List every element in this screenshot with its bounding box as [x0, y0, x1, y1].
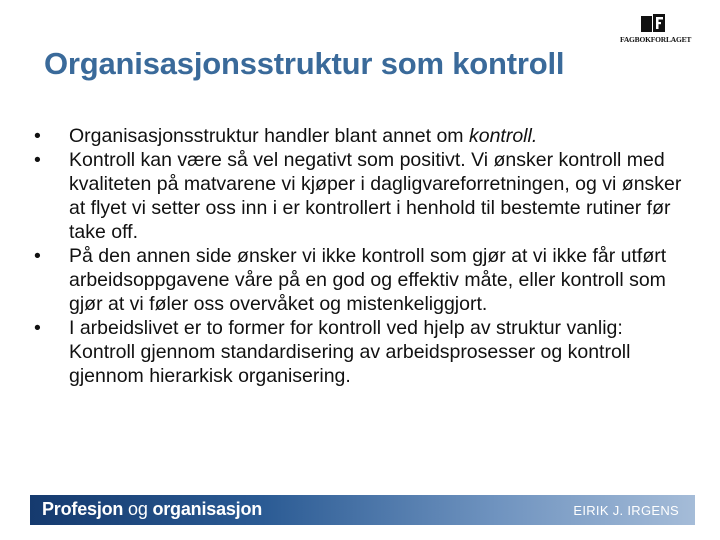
publisher-name: FAGBOKFORLAGET	[620, 35, 692, 44]
course-title-part: Profesjon	[42, 499, 124, 519]
bullet-text: I arbeidslivet er to former for kontroll ved hjelp av struktur vanlig: Kontroll gjennom standardisering av arbeidsprosesser og kontroll gjennom hierarkisk organisering.	[69, 317, 631, 387]
publisher-logo	[620, 14, 692, 48]
bullet-item	[30, 148, 690, 244]
author-name: EIRIK J. IRGENS	[573, 503, 679, 518]
course-title-connector: og	[123, 499, 153, 519]
bullet-list	[30, 124, 690, 388]
bullet-item	[30, 316, 690, 388]
bullet-text: Kontroll kan være så vel negativt som positivt. Vi ønsker kontroll med kvaliteten på matvarene vi kjøper i dagligvareforretningen, og vi ønsker at flyet vi setter oss inn i er kontrollert i henhold til bestemte rutiner før take off.	[69, 149, 682, 243]
bullet-item	[30, 124, 690, 148]
slide-title: Organisasjonsstruktur som kontroll	[44, 46, 565, 81]
footer-bar	[30, 495, 695, 525]
bullet-text: På den annen side ønsker vi ikke kontroll som gjør at vi ikke får utført arbeidsoppgavene våre på en god og effektiv måte, eller kontroll som gjør at vi føler oss overvåket og mistenkeliggjort.	[69, 245, 667, 315]
course-title-part: organisasjon	[152, 499, 263, 519]
course-title	[42, 499, 262, 520]
bullet-item	[30, 244, 690, 316]
book-logo-icon	[641, 14, 665, 34]
bullet-text: Organisasjonsstruktur handler blant annet om	[69, 125, 469, 147]
bullet-emphasis: kontroll.	[468, 125, 538, 147]
